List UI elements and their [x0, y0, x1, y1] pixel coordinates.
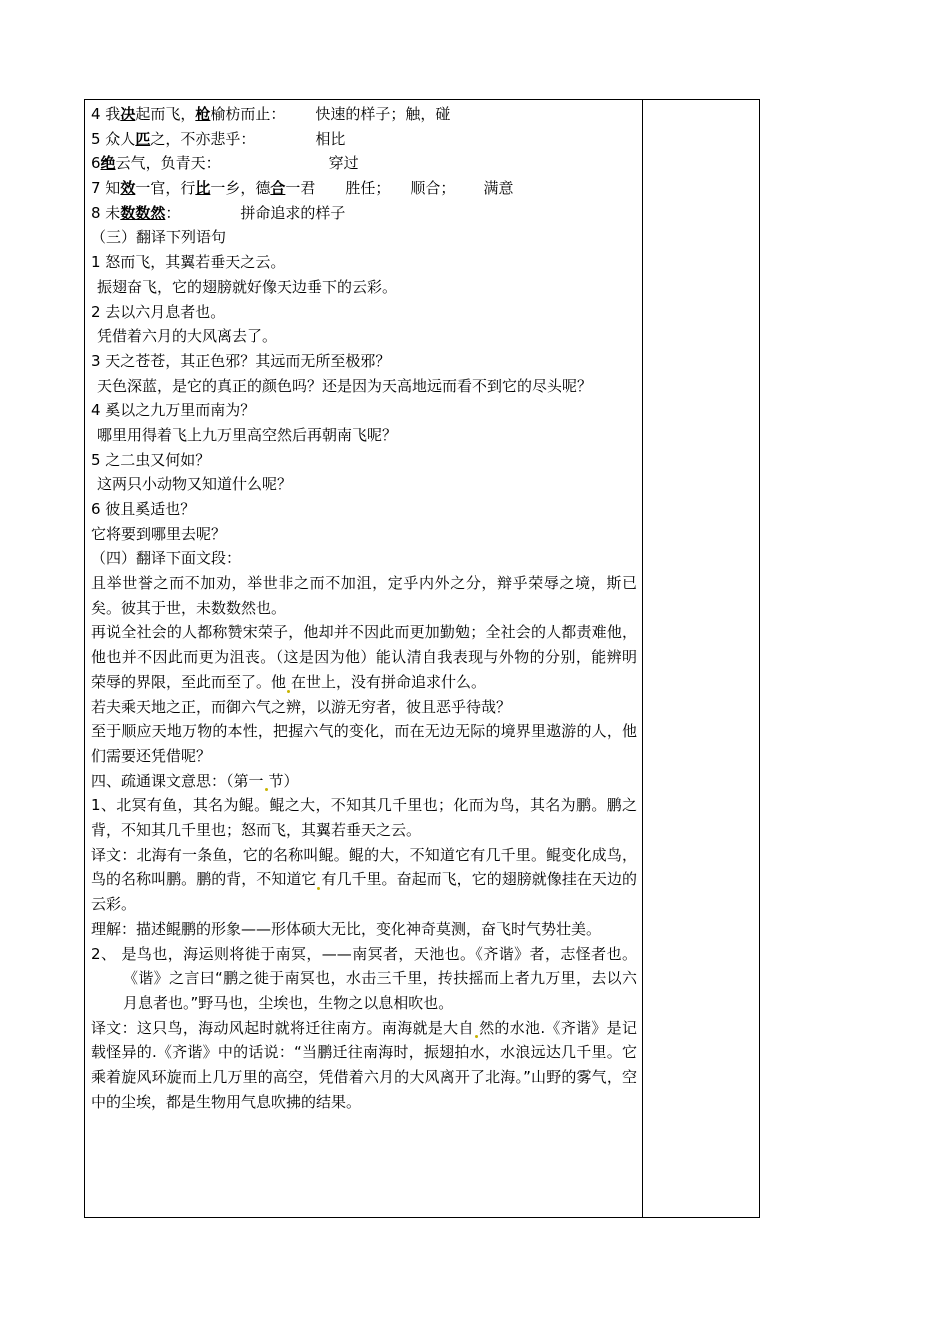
sentence-question: 5 之二虫又何如？	[91, 450, 211, 469]
sentence-question: 1 怒而飞，其翼若垂天之云。	[91, 253, 286, 272]
lesson-table	[84, 99, 760, 1218]
sentence-answer: 振翅奋飞，它的翅膀就好像天边垂下的云彩。	[97, 277, 398, 296]
paragraph-translation: 译文：北海有一条鱼，它的名称叫鲲。鲲的大，不知道它有几千里。鲲变化成鸟，鸟的名称叫鹏。鹏的背，不知道它 有几千里。奋起而飞，它的翅膀就像挂在天边的云彩。	[91, 845, 637, 914]
content-column	[91, 102, 637, 1115]
passage-translation: 至于顺应天地万物的本性，把握六气的变化，而在无边无际的境界里遨游的人，他们需要还凭借呢？	[91, 722, 637, 765]
part-heading: 四、疏通课文意思：（第一 节）	[91, 771, 299, 790]
vocab-item: 7 知效一官，行比一乡，德合一君 胜任； 顺合； 满意	[91, 179, 514, 198]
sentence-question: 6 彼且奚适也？	[91, 500, 196, 519]
paragraph-translation: 译文：这只鸟，海动风起时就将迁往南方。南海就是大自 然的水池.《齐谐》是记载怪异的.《齐谐》中的话说：“当鹏迁往南海时，振翅拍水，水浪远达几千里。它乘着旋风环旋而上几万里的高空，凭借着六月的大风离开了北海。”山野的雾气，空中的尘埃，都是生物用气息吹拂的结果。	[91, 1018, 637, 1111]
sentence-answer: 这两只小动物又知道什么呢？	[97, 475, 293, 494]
sentence-question: 4 奚以之九万里而南为？	[91, 401, 256, 420]
sentence-answer: 哪里用得着飞上九万里高空然后再朝南飞呢？	[97, 425, 398, 444]
sentence-answer: 凭借着六月的大风离去了。	[97, 327, 278, 346]
section-heading: （三）翻译下列语句	[91, 228, 227, 247]
vocab-item: 4 我决起而飞，枪榆枋而止： 快速的样子；触，碰	[91, 105, 451, 123]
passage-text: 若夫乘天地之正，而御六气之辨，以游无穷者，彼且恶乎待哉？	[91, 697, 512, 716]
vocab-item: 8 未数数然： 拼命追求的样子	[91, 203, 346, 222]
passage-translation: 再说全社会的人都称赞宋荣子，他却并不因此而更加勤勉；全社会的人都责难他，他也并不因此而更为沮丧。（这是因为他）能认清自我表现与外物的分别，能辨明荣辱的界限，至此而至了。他 在世上，没有拼命追求什么。	[91, 623, 637, 691]
paragraph-text: 1、北冥有鱼，其名为鲲。鲲之大，不知其几千里也；化而为鸟，其名为鹏。鹏之背，不知其几千里也；怒而飞，其翼若垂天之云。	[91, 796, 637, 840]
section-heading: （四）翻译下面文段：	[91, 549, 242, 568]
vocab-item: 5 众人匹之，不亦悲乎： 相比	[91, 129, 346, 148]
sentence-answer: 天色深蓝，是它的真正的颜色吗？还是因为天高地远而看不到它的尽头呢？	[97, 376, 593, 395]
passage-text: 且举世誉之而不加劝，举世非之而不加沮，定乎内外之分，辩乎荣辱之境，斯已矣。彼其于世，未数数然也。	[91, 574, 637, 617]
sentence-question: 2 去以六月息者也。	[91, 302, 226, 321]
paragraph-text: 2、 是鸟也，海运则将徙于南冥，——南冥者，天池也。《齐谐》者，志怪者也。《谐》之言曰“鹏之徙于南冥也，水击三千里，抟扶摇而上者九万里，去以六月息者也。”野马也，尘埃也，生物之以息相吹也。	[91, 944, 637, 1012]
vocab-item: 6绝云气，负青天： 穿过	[91, 154, 359, 173]
notes-column	[643, 100, 759, 1217]
sentence-question: 3 天之苍苍，其正色邪？其远而无所至极邪？	[91, 351, 391, 370]
sentence-answer: 它将要到哪里去呢？	[91, 524, 227, 543]
paragraph-understanding: 理解：描述鲲鹏的形象——形体硕大无比，变化神奇莫测，奋飞时气势壮美。	[91, 919, 602, 938]
